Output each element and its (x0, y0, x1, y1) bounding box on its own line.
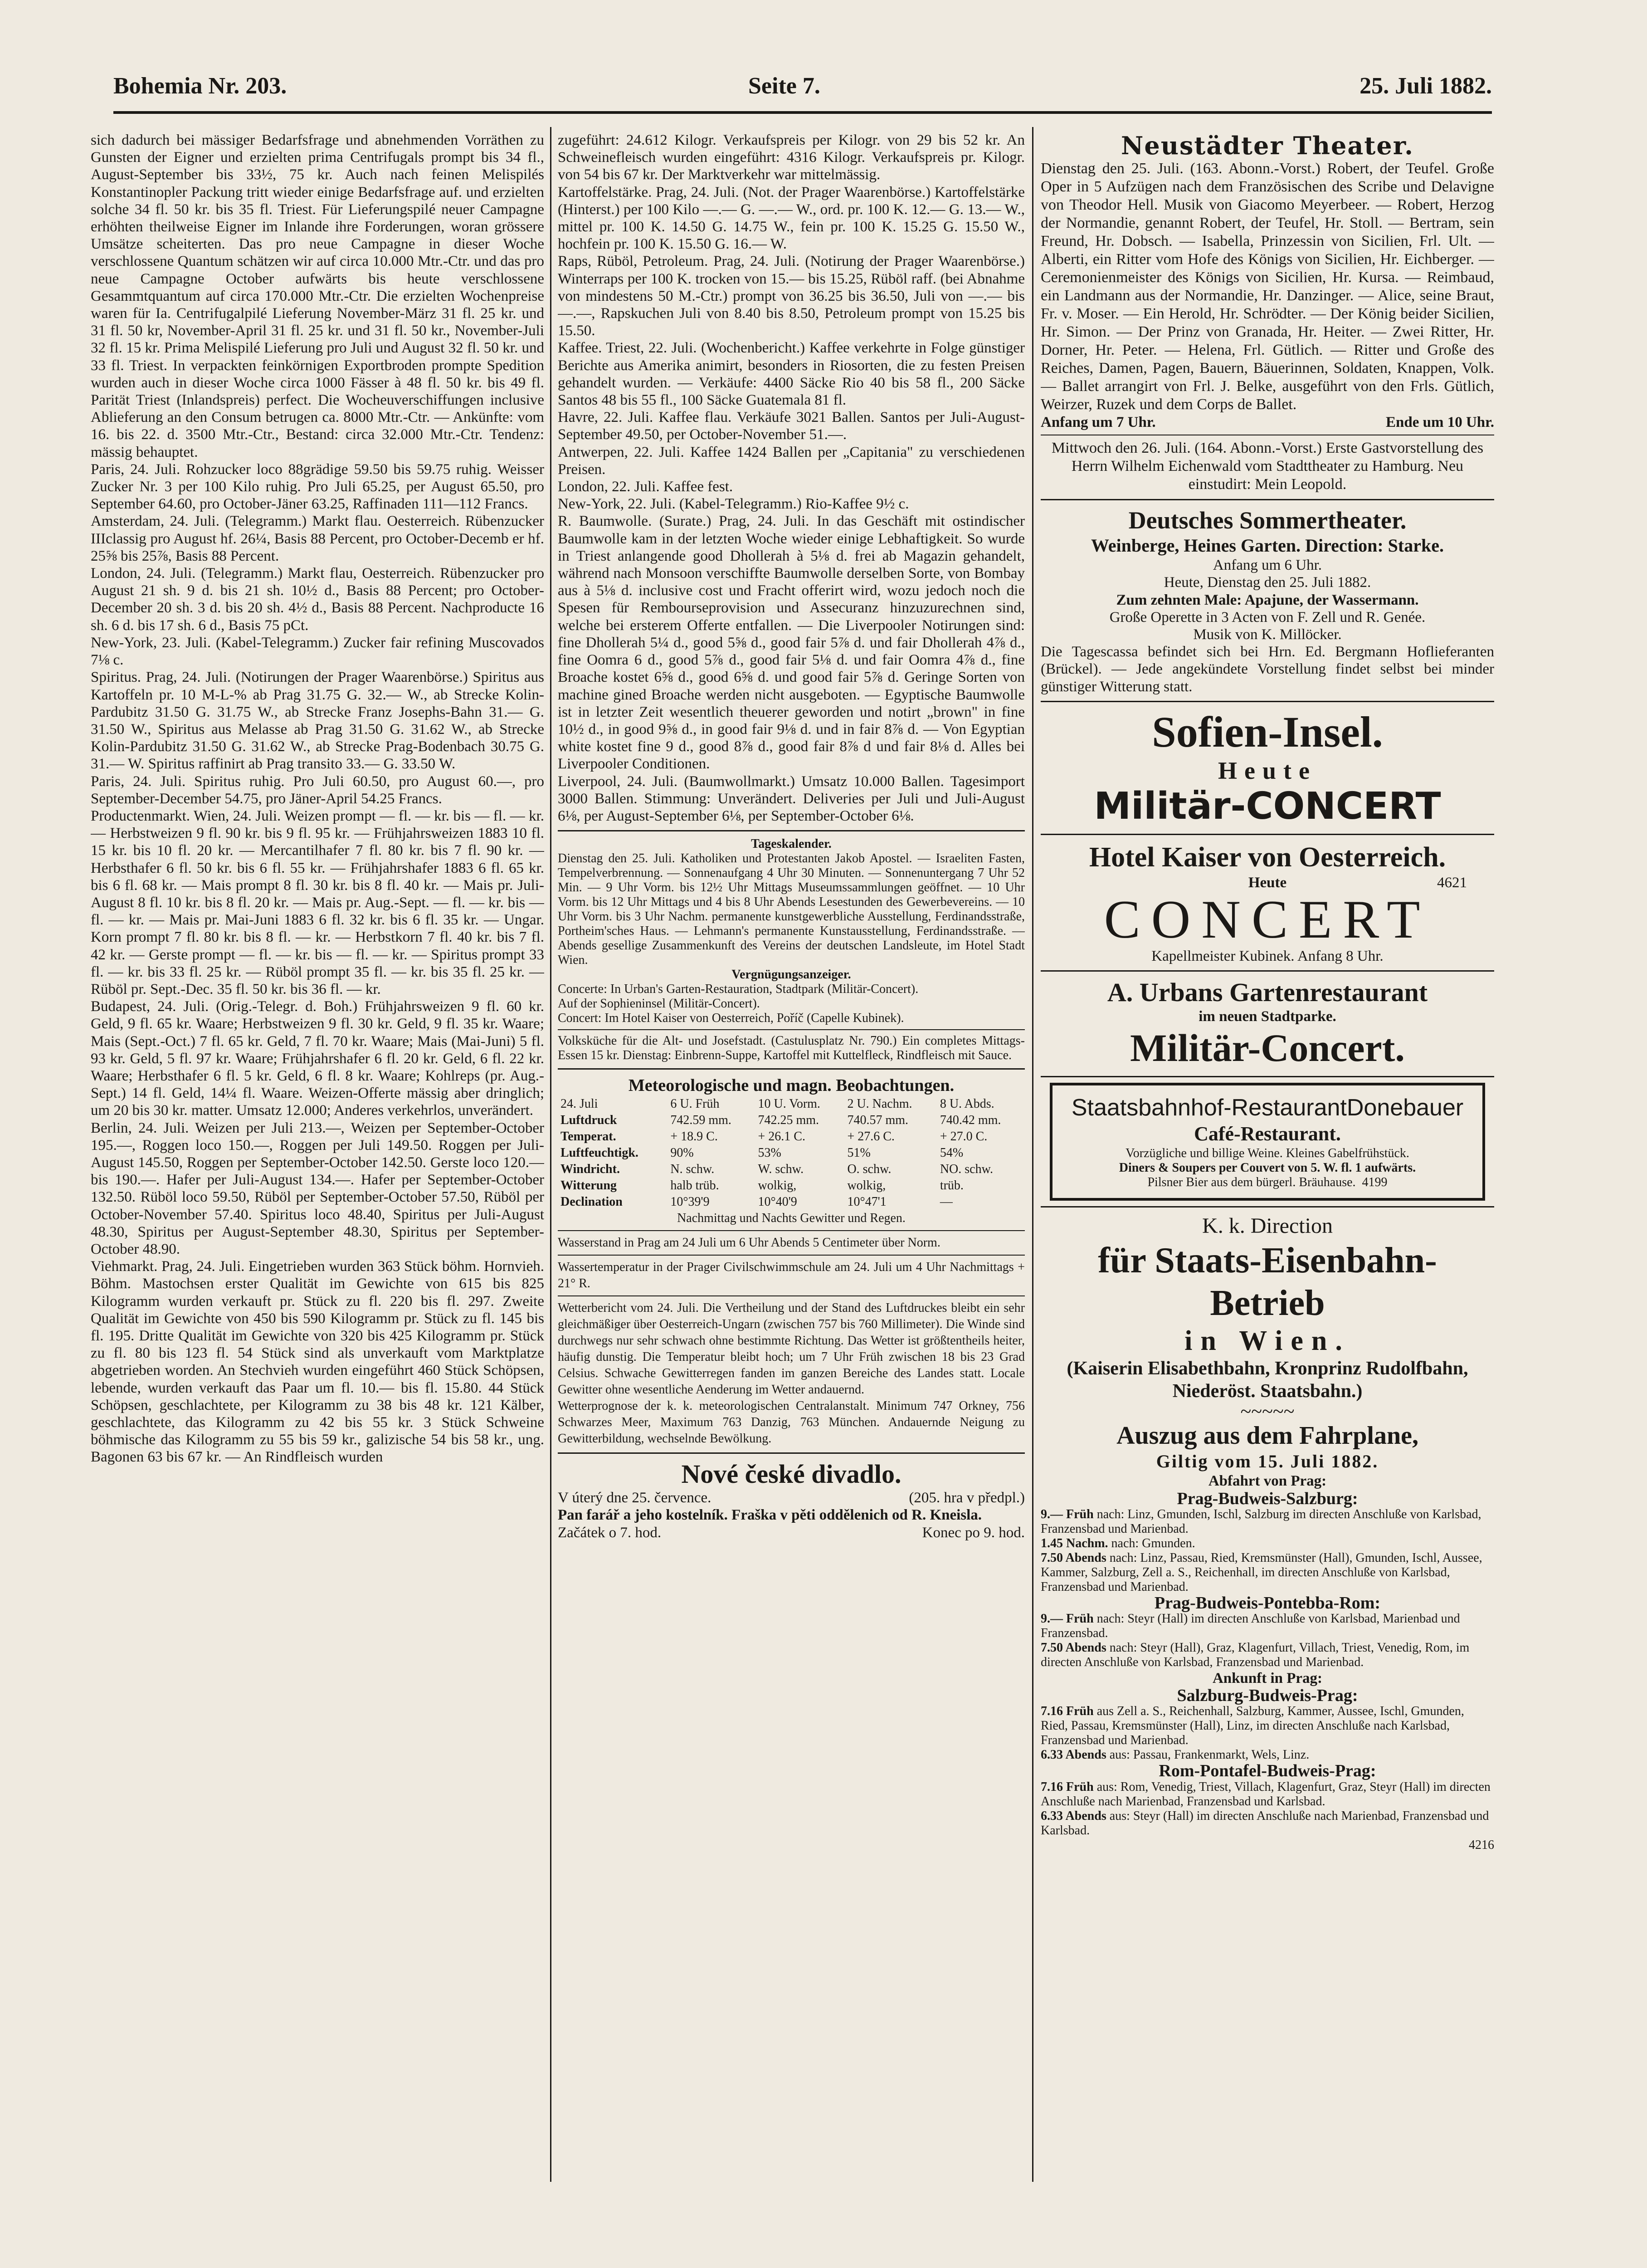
timetable-row (1041, 1536, 1494, 1551)
ad-text: Dienstag den 25. Juli. (163. Abonn.-Vorst.) Robert, der Teufel. Große Oper in 5 Aufzügen nach dem Französischen des Scribe und Delavigne von Theodor Hell. Musik von Giacomo Meyerbeer. — Robert, Herzog der Normandie, genannt Robert, der Teufel, Hr. Stoll. — Bertram, sein Freund, Hr. Dobsch. — Isabella, Prinzessin von Sicilien, Frl. Ult. — Alberti, ein Ritter vom Hofe des Königs von Sicilien, Hr. Eichberger. — Ceremonienmeister des Königs von Sicilien, Hr. Kursa. — Reimbaud, ein Landmann aus der Normandie, Hr. Danzinger. — Alice, seine Braut, Fr. v. Moser. — Ein Herold, Hr. Schrödter. — Der König beider Sicilien, Hr. Simon. — Der Prinz von Granada, Hr. Heiter. — Zwei Ritter, Hr. Dorner, Hr. Peter. — Helena, Frl. Gütlich. — Ritter und Große des Reiches, Damen, Pagen, Bauern, Bäuerinnen, Soldaten, Knappen, Volk. — Ballet arrangirt von Frl. J. Belke, ausgeführt von den Frls. Gütlich, Weirzer, Ruzek und dem Corps de Ballet. (1041, 160, 1494, 413)
page-header (113, 73, 1492, 109)
article-paragraph: Amsterdam, 24. Juli. (Telegramm.) Markt flau. Oesterreich. Rübenzucker IIIclassig pro August hf. 26¼, Basis 88 Percent, pro October-Decemb er hf. 25⅝ bis 25⅞, Basis 88 Percent. (91, 513, 544, 564)
stations: nach: Linz, Gmunden, Ischl, Salzburg im directen Anschluße von Karlsbad, Franzensbad und Marienbad. (1041, 1507, 1481, 1536)
theatre-play: Pan farář a jeho kostelník. Fraška v pěti oddělenich od R. Kneisla. (558, 1507, 982, 1524)
table-cell: — (940, 1195, 953, 1209)
divider (558, 1029, 1025, 1030)
time: 6.33 Abends (1041, 1809, 1106, 1823)
stations: aus: Rom, Venedig, Triest, Villach, Klagenfurt, Graz, Steyr (Hall) im directen Anschluße nach Marienbad, Franzensbad und Karlsbad. (1041, 1779, 1491, 1809)
ad-sommertheater (1041, 506, 1494, 695)
table-cell: + 26.1 C. (758, 1129, 805, 1144)
nove-divadlo (558, 1459, 1025, 1541)
timetable-row (1041, 1612, 1494, 1641)
section-subtitle: Vergnügungsanzeiger. (731, 968, 851, 982)
theatre-date: V úterý dne 25. července. (558, 1490, 711, 1506)
time: 1.45 Nachm. (1041, 1536, 1108, 1550)
ad-note: Die Tagescassa befindet sich bei Hrn. Ed. Bergmann Hoflieferanten (Brückel). — Jede angekündete Vorstellung findet selbst bei minder günstiger Witterung statt. (1041, 644, 1494, 695)
ad-line: Heute, Dienstag den 25. Juli 1882. (1164, 574, 1371, 591)
time: 9.— Früh (1041, 1612, 1094, 1626)
article-paragraph: Paris, 24. Juli. Spiritus ruhig. Pro Juli 60.50, pro August 60.—, pro September-December 54.75, pro Jäner-April 54.25 Francs. (91, 773, 544, 807)
divider (558, 1230, 1025, 1231)
stations: nach: Steyr (Hall), Graz, Klagenfurt, Villach, Triest, Venedig, Rom, im directen Anschluße von Karlsbad, Franzensbad und Marienbad. (1041, 1641, 1470, 1670)
timetable-row (1041, 1551, 1494, 1594)
ad-line: Musik von K. Millöcker. (1193, 626, 1342, 643)
time: 6.33 Abends (1041, 1748, 1106, 1762)
article-paragraph: New-York, 23. Juli. (Kabel-Telegramm.) Zucker fair refining Muscovados 7⅛ c. (91, 634, 544, 669)
ad-subtitle: Weinberge, Heines Garten. Direction: Starke. (1091, 535, 1444, 556)
timetable-heading: Ankunft in Prag: (1212, 1670, 1323, 1687)
time: 7.16 Früh (1041, 1704, 1094, 1719)
ad-title: Hotel Kaiser von Oesterreich. (1089, 841, 1446, 873)
ad-sofien-insel (1041, 708, 1494, 828)
table-cell: N. schw. (670, 1162, 715, 1177)
ad-text: Pilsner Bier aus dem bürgerl. Bräuhause. (1147, 1175, 1356, 1190)
table-cell: 742.25 mm. (758, 1113, 819, 1128)
timetable-row (1041, 1780, 1494, 1809)
timetable-row (1041, 1704, 1494, 1748)
stations: aus: Passau, Frankenmarkt, Wels, Linz. (1109, 1748, 1310, 1762)
ornament: ~~~~~ (1240, 1400, 1295, 1423)
timetable-validity: Giltig vom 15. Juli 1882. (1156, 1451, 1379, 1472)
divider (558, 1295, 1025, 1296)
ad-subtitle: (Kaiserin Elisabethbahn, Kronprinz Rudolfbahn, Niederöst. Staatsbahn.) (1067, 1358, 1468, 1402)
header-center: Seite 7. (748, 73, 820, 99)
table-cell: 54% (940, 1146, 964, 1160)
table-cell: + 18.9 C. (670, 1129, 718, 1144)
route-heading: Salzburg-Budweis-Prag: (1177, 1686, 1358, 1706)
calendar-text: Dienstag den 25. Juli. Katholiken und Protestanten Jakob Apostel. — Israeliten Fasten, Tempelverbrennung. — Sonnenaufgang 4 Uhr 30 Minuten. — Sonnenuntergang 7 Uhr 52 Min. — 9 Uhr Vorm. bis 12½ Uhr Mittags Museumssammlungen geöffnet. — 10 Uhr Vorm. bis 12 Uhr Mittags und 4 bis 8 Uhr Abends Lesestunden des Gewerbevereins. — 10 Uhr Vorm. bis 3 Uhr Nachm. permanente kunstgewerbliche Ausstellung, Ferdinandsstraße, Portheim'sches Haus. — Lehmann's permanente Kunstausstellung, Ferdinandsstraße. — Abends gesellige Zusammenkunft des Vereins der deutschen Landsleute, im Hotel Stadt Wien. (558, 851, 1025, 968)
ad-urban (1041, 977, 1494, 1070)
timetable-heading: Abfahrt von Prag: (1208, 1473, 1327, 1490)
table-row (558, 1112, 1025, 1129)
article-paragraph: Kaffee. Triest, 22. Juli. (Wochenbericht.) Kaffee verkehrte in Folge günstiger Berichte aus Amerika animirt, besonders in Riosorten, die zu festen Preisen gehandelt wurden. — Verkäufe: 4400 Säcke Rio 40 bis 58 fl., 200 Säcke Santos 48 bis 55 fl., 100 Säcke Guatemala 81 fl. (558, 340, 1025, 409)
ad-title: in Wien. (1184, 1325, 1350, 1357)
article-paragraph: London, 24. Juli. (Telegramm.) Markt flau, Oesterreich. Rübenzucker pro August 21 sh. 9 d. bis 21 sh. 10½ d., Basis 88 Percent; pro October-December 20 sh. 3 d. bis 20 sh. 4½ d., Basis 88 Percent. Nachproducte 16 sh. 6 d. bis 17 sh. 6 d., Basis 75 pCt. (91, 565, 544, 634)
table-cell: 740.42 mm. (940, 1113, 1001, 1128)
table-cell: Declination (560, 1195, 623, 1209)
event-line: Auf der Sophieninsel (Militär-Concert). (558, 997, 760, 1011)
table-row (558, 1129, 1025, 1145)
volkskueche: Volksküche für die Alt- und Josefstadt. (Castulusplatz Nr. 790.) Ein completes Mittags-Essen 15 kr. Dienstag: Einbrenn-Suppe, Kartoffel mit Kuttelfleck, Rindfleisch mit Sauce. (558, 1034, 1025, 1063)
ad-line (1057, 1175, 1478, 1190)
article-paragraph: Antwerpen, 22. Juli. Kaffee 1424 Ballen per „Capitania" zu verschiedenen Preisen. (558, 444, 1025, 478)
meteo-table (558, 1096, 1025, 1210)
table-cell: 90% (670, 1146, 694, 1160)
ad-railway-direction (1041, 1213, 1494, 1852)
ad-line: Vorzügliche und billige Weine. Kleines Gabelfrühstück. (1126, 1146, 1409, 1161)
ad-subtitle: Café-Restaurant. (1194, 1123, 1341, 1145)
end-time: Ende um 10 Uhr. (1385, 414, 1494, 430)
header-right: 25. Juli 1882. (1360, 73, 1492, 99)
ad-concert: CONCERT (1104, 889, 1431, 950)
table-row (558, 1194, 1025, 1210)
ad-title: Neustädter Theater. (1121, 132, 1414, 160)
table-cell: + 27.6 C. (847, 1129, 895, 1144)
article-paragraph: Viehmarkt. Prag, 24. Juli. Eingetrieben wurden 363 Stück böhm. Hornvieh. Böhm. Mastochsen erster Qualität im Gewichte von 615 bis 825 Kilogramm wurden verkauft pr. Stück zu fl. 220 bis fl. 297. Zweite Qualität im Gewichte von 450 bis 590 Kilogramm pr. Stück zu fl. 145 bis fl. 195. Dritte Qualität im Gewichte von 320 bis 425 Kilogramm pr. Stück zu fl. 80 bis 123 fl. 54 Stück sind als unverkauft vom Marktplatze abgetrieben worden. An Stechvieh wurden eingeführt 460 Stück Schöpsen, lebende, wurden verkauft das Paar um fl. 10.— bis fl. 15.80. 44 Stück Schöpsen, geschlachtete, per Kilogramm zu 38 bis 48 kr. 121 Kälber, geschlachtete, das Kilogramm zu 42 bis 55 kr. 3 Stück Schweine böhmische das Kilogramm zu 55 bis 59 kr., galizische 54 bis 58 kr., ung. Bagonen 63 bis 67 kr. — An Rindfleisch wurden (91, 1258, 544, 1466)
table-cell: 51% (847, 1146, 871, 1160)
section-title: Tageskalender. (751, 837, 832, 851)
ad-concert: Militär-CONCERT (1094, 784, 1441, 828)
article-paragraph: Liverpool, 24. Juli. (Baumwollmarkt.) Umsatz 10.000 Ballen. Tagesimport 3000 Ballen. Stimmung: Unverändert. Deliveries per Juli und Juli-August 6⅛, per August-September 6⅛, per September-October 6⅛. (558, 773, 1025, 824)
ad-line: Anfang um 6 Uhr. (1213, 557, 1322, 574)
route-times (1041, 1612, 1494, 1670)
table-cell: wolkig, (758, 1178, 797, 1193)
wetterbericht: Wetterbericht vom 24. Juli. Die Vertheilung und der Stand des Luftdruckes bleibt ein sehr gleichmäßiger über Oesterreich-Ungarn (zwischen 757 bis 760 Millimeter). Die Winde sind durchwegs nur sehr schwach ohne bestimmte Richtung. Das Wetter ist größtentheils heiter, häufig dunstig. Die Temperatur bleibt hoch; um 7 Uhr Früh zwischen 18 bis 23 Grad Celsius. Schwache Gewitterregen fanden im ganzen Bereiche des Landes statt. Locale Gewitter ohne wesentliche Aenderung im Wetter andauernd. (558, 1301, 1025, 1397)
ad-number: 4216 (1469, 1838, 1494, 1852)
timetable-row (1041, 1809, 1494, 1838)
route-times (1041, 1507, 1494, 1594)
column-markets (91, 132, 544, 2182)
route-times (1041, 1704, 1494, 1762)
table-cell: 740.57 mm. (847, 1113, 908, 1128)
table-cell: 53% (758, 1146, 781, 1160)
article-paragraph: New-York, 22. Juli. (Kabel-Telegramm.) Rio-Kaffee 9½ c. (558, 496, 909, 513)
table-cell: halb trüb. (670, 1178, 719, 1193)
table-cell: W. schw. (758, 1162, 804, 1177)
table-cell: 10°47'1 (847, 1195, 887, 1209)
time: 7.50 Abends (1041, 1550, 1106, 1565)
route-times (1041, 1780, 1494, 1838)
article-paragraph: Paris, 24. Juli. Rohzucker loco 88grädige 59.50 bis 59.75 ruhig. Weisser Zucker Nr. 3 per 100 Kilo ruhig. Pro Juli 65.25, per August 65.50, pro September 64.60, pro October-Jäner 63.25, Raffinaden 111—112 Francs. (91, 461, 544, 513)
tageskalender (558, 837, 1025, 1063)
end-time: Konec po 9. hod. (922, 1524, 1025, 1541)
start-time: Začátek o 7. hod. (558, 1524, 662, 1541)
event-line: Concerte: In Urban's Garten-Restauration, Stadtpark (Militär-Concert). (558, 982, 919, 997)
time: 7.50 Abends (1041, 1641, 1106, 1655)
ad-next: Mittwoch den 26. Juli. (164. Abonn.-Vorst.) Erste Gastvorstellung des Herrn Wilhelm Eichenwald vom Stadttheater zu Hamburg. Neu einstudirt: Mein Leopold. (1051, 440, 1484, 493)
ad-line: Große Operette in 3 Acten von F. Zell und R. Genée. (1109, 609, 1426, 626)
table-row (558, 1161, 1025, 1178)
table-cell: + 27.0 C. (940, 1129, 988, 1144)
article-paragraph: Berlin, 24. Juli. Weizen per Juli 213.—, Weizen per September-October 195.—, Roggen loco 150.—, Roggen per Juli 149.50. Roggen per Juli-August 145.50, Roggen per September-October 142.50. Gerste loco 120.— bis 190.—. Hafer per Juli-August 134.—. Hafer per September-October 132.50. Rüböl loco 59.50, Rüböl per September-October 57.50, Rüböl per October-November 57.40. Spiritus loco 48.40, Spiritus per Juli-August 48.30, Spiritus per August-September 48.30, Spiritus per September-October 48.90. (91, 1119, 544, 1257)
table-header: 6 U. Früh (670, 1097, 720, 1111)
event-line: Concert: Im Hotel Kaiser von Oesterreich, Poříč (Capelle Kubinek). (558, 1011, 904, 1026)
article-paragraph: Budapest, 24. Juli. (Orig.-Telegr. d. Boh.) Frühjahrsweizen 9 fl. 60 kr. Geld, 9 fl. 65 kr. Waare; Herbstweizen 9 fl. 30 kr. Geld, 9 fl. 35 kr. Waare; Mais (Sept.-Oct.) 7 fl. 65 kr. Geld, 7 fl. 70 kr. Waare; Mais (Mai-Juni) 5 fl. 93 kr. Geld, 5 fl. 97 kr. Waare; Frühjahrshafer 6 fl. 20 kr. Geld, 6 fl. 22 kr. Waare; Herbsthafer 6 fl. 5 kr. Geld, 6 fl. 8 kr. Waare; Kohlreps (pr. Aug.-Sept.) 14 fl. Geld, 14¼ fl. Waare. Weizen-Offerte mässig aber dringlich; um 20 bis 30 kr. matter. Umsatz 12.000; Anderes verkehrlos, unverändert. (91, 998, 544, 1119)
ad-line: Kapellmeister Kubinek. Anfang 8 Uhr. (1151, 948, 1384, 965)
table-cell: Luftdruck (560, 1113, 617, 1128)
start-time: Anfang um 7 Uhr. (1041, 414, 1156, 430)
divider (1041, 970, 1494, 972)
wasserstand: Wasserstand in Prag am 24 Juli um 6 Uhr Abends 5 Centimeter über Norm. (558, 1236, 940, 1250)
column-middle (558, 132, 1025, 2182)
ad-hotel-kaiser (1041, 841, 1494, 965)
ad-title: A. Urbans Gartenrestaurant (1107, 978, 1428, 1007)
theatre-times (558, 1524, 1025, 1541)
wassertemperatur: Wassertemperatur in der Prager Civilschwimmschule am 24. Juli um 4 Uhr Nachmittags + 21° R. (558, 1260, 1025, 1291)
divider (558, 1452, 1025, 1454)
timetable-title: Auszug aus dem Fahrplane, (1116, 1422, 1418, 1450)
stations: aus: Steyr (Hall) im directen Anschluße nach Marienbad, Franzensbad und Karlsbad. (1041, 1809, 1489, 1838)
theatre-title: Nové české divadlo. (681, 1459, 901, 1489)
timetable-row (1041, 1748, 1494, 1762)
table-row (558, 1178, 1025, 1194)
table-cell: 742.59 mm. (670, 1113, 731, 1128)
theatre-subscription: (205. hra v předpl.) (909, 1490, 1025, 1506)
heute-label: Heute (1248, 874, 1287, 891)
ad-title: Deutsches Sommertheater. (1128, 507, 1407, 534)
ad-times (1041, 414, 1494, 431)
divider (1041, 834, 1494, 835)
ad-number: 4199 (1362, 1175, 1388, 1190)
ad-number: 4621 (1437, 874, 1467, 891)
table-header-row (558, 1096, 1025, 1112)
article-paragraph: London, 22. Juli. Kaffee fest. (558, 479, 733, 495)
table-cell: Temperat. (560, 1129, 616, 1144)
ad-line: Zum zehnten Male: Apajune, der Wassermann. (1116, 591, 1419, 608)
table-cell: NO. schw. (940, 1162, 993, 1177)
column-divider (1032, 127, 1033, 2182)
article-paragraph: Productenmarkt. Wien, 24. Juli. Weizen prompt — fl. — kr. bis — fl. — kr. — Herbstweizen 9 fl. 90 kr. bis 9 fl. 95 kr. — Frühjahrsweizen 1883 10 fl. 15 kr. bis 10 fl. 20 kr. — Mercantilhafer 7 fl. 80 kr. bis 7 fl. 90 kr. — Herbsthafer 6 fl. 50 kr. bis 6 fl. 55 kr. — Frühjahrshafer 1883 6 fl. 65 kr. bis 6 fl. 68 kr. — Mais prompt 8 fl. 30 kr. bis 8 fl. 40 kr. — Mais pr. Juli-August 8 fl. 10 kr. bis 8 fl. 20 kr. — Mais pr. Aug.-Sept. — fl. — kr. bis — fl. — kr. — Mais pr. Mai-Juni 1883 6 fl. 32 kr. bis 6 fl. 35 kr. — Ungar. Korn prompt 7 fl. 80 kr. bis 8 fl. — kr. — Herbstkorn 7 fl. 40 kr. bis 7 fl. 42 kr. — Gerste prompt — fl. — kr. bis — fl. — kr. — Spiritus prompt 33 fl. — kr. bis 33 fl. 25 kr. — Rüböl prompt 35 fl. — kr. bis 35 fl. 25 kr. — Rüböl pr. Sept.-Dec. 35 fl. 50 kr. bis 36 fl. — kr. (91, 807, 544, 997)
stations: aus Zell a. S., Reichenhall, Salzburg, Kammer, Aussee, Ischl, Gmunden, Ried, Passau, Kremsmünster (Hall), Linz, im directen Anschluße nach Karlsbad, Franzensbad und Marienbad. (1041, 1704, 1464, 1748)
table-cell: 10°39'9 (670, 1195, 710, 1209)
article-paragraph: Kartoffelstärke. Prag, 24. Juli. (Not. der Prager Waarenbörse.) Kartoffelstärke (Hinterst.) per 100 Kilo —.— G. —.— W., ord. pr. 100 K. 12.— G. 13.— W., mittel pr. 100 K. 14.50 G. 14.75 W., fein pr. 100 K. 15.25 G. 15.50 W., hochfein pr. 100 K. 15.50 G. 16.— W. (558, 184, 1025, 253)
ad-concert: Militär-Concert. (1130, 1026, 1405, 1070)
route-heading: Prag-Budweis-Salzburg: (1177, 1489, 1358, 1508)
ad-subtitle: im neuen Stadtparke. (1199, 1008, 1336, 1025)
article-paragraph: zugeführt: 24.612 Kilogr. Verkaufspreis per Kilogr. von 29 bis 52 kr. An Schweinefleisch wurden eingeführt: 4316 Kilogr. Verkaufspreis pr. Kilogr. von 54 bis 67 kr. Der Marktverkehr war mittelmässig. (558, 132, 1025, 183)
section-title: Meteorologische und magn. Beobachtungen. (628, 1076, 955, 1095)
table-cell: Luftfeuchtigk. (560, 1146, 638, 1160)
ad-line: Diners & Soupers per Couvert von 5. W. fl. 1 aufwärts. (1119, 1161, 1416, 1175)
table-cell: Witterung (560, 1178, 617, 1193)
table-cell: Windricht. (560, 1162, 620, 1177)
ad-title: Sofien-Insel. (1152, 707, 1383, 756)
stations: nach: Linz, Passau, Ried, Kremsmünster (Hall), Gmunden, Ischl, Aussee, Kammer, Salzburg, Zell a. S., Reichenhall, im directen Anschluße von Karlsbad, Franzensbad und Marienbad. (1041, 1550, 1482, 1594)
ad-title: Staatsbahnhof-RestaurantDonebauer (1071, 1095, 1464, 1121)
table-header: 10 U. Vorm. (758, 1097, 820, 1111)
stations: nach: Steyr (Hall) im directen Anschluße von Karlsbad, Marienbad und Franzensbad. (1041, 1612, 1460, 1641)
article-paragraph: Raps, Rüböl, Petroleum. Prag, 24. Juli. (Notirung der Prager Waarenbörse.) Winterraps per 100 K. trocken von 15.— bis 15.25, Rüböl raff. (bei Abnahme von mindestens 50 M.-Ctr.) prompt von 36.25 bis 36.50, Juli von —.— bis —.—, Rapskuchen Juli von 8.40 bis 8.50, Petroleum prompt von 15.25 bis 15.50. (558, 253, 1025, 339)
meteo-section (558, 1075, 1025, 1447)
meteo-note: Nachmittag und Nachts Gewitter und Regen. (677, 1211, 906, 1226)
ad-line (1041, 874, 1494, 891)
timetable-row (1041, 1641, 1494, 1670)
article-paragraph: sich dadurch bei mässiger Bedarfsfrage und abnehmenden Vorräthen zu Gunsten der Eigner und erzielten prima Centrifugals prompt bis 34 fl., August-September bis 33½, 75 kr. Auch nach feinen Melispilés Konstantinopler Packung tritt wieder einige Bedarfsfrage auf. und erzielten solche 34 fl. 50 kr. bis 35 fl. Triest. Für Lieferungspilé neuer Campagne erhöhten theilweise Eigner im Inlande ihre Forderungen, woran grössere Umsätze scheiterten. Das pro neue Campagne in dieser Woche verschlossene Quantum schätzen wir auf circa 10.000 Mtr.-Ctr. und das pro neue Campagne October aufwärts bis heute verschlossene Gesammtquantum auf circa 170.000 Mtr.-Ctr. Die erzielten Wochenpreise waren für Ia. Centrifugalpilé Lieferung November-März 31 fl. 25 kr. und 31 fl. 50 kr, November-April 31 fl. 25 kr. und 31 fl. 50 kr., November-Juli 32 fl. 15 kr. Prima Melispilé Lieferung pro Juli und August 32 fl. 50 kr. und 33 fl. Triest. In verpackten feinkörnigen Exportbroden prompte Spedition wurden auch in dieser Woche circa 1000 Fässer à 48 fl. 50 kr. bis 49 fl. Parität Triest (Inlandspreis) perfect. Die Wocheuverschiffungen inclusive Ablieferung an den Consum betrugen ca. 8000 Mtr.-Ctr. — Ankünfte: vom 16. bis 22. d. 3500 Mtr.-Ctr., Bestand: circa 32.000 Mtr.-Ctr. Tendenz: mässig behauptet. (91, 132, 544, 460)
divider (1041, 1206, 1494, 1207)
ad-neustaedter-theater (1041, 132, 1494, 494)
route-heading: Prag-Budweis-Pontebba-Rom: (1154, 1593, 1381, 1613)
table-cell: wolkig, (847, 1178, 886, 1193)
table-header: 8 U. Abds. (940, 1097, 994, 1111)
ad-bahnhof-restaurant (1050, 1083, 1485, 1201)
header-rule (113, 111, 1492, 114)
article-paragraph: R. Baumwolle. (Surate.) Prag, 24. Juli. In das Geschäft mit ostindischer Baumwolle kam in der letzten Woche wieder einige Lebhaftigkeit. So wurde in Triest anlangende good Dhollerah à 5⅛ d. frei ab Magazin gehandelt, während nach Monsoon verschiffte Baumwolle derselben Sorte, von Bombay aus à 5⅛ d. inclusive cost und Fracht offerirt wird, wozu jedoch noch die Spesen für Rembourseprovision und Assecuranz hinzuzurechnen sind, welche bei ersterem Offerte entfallen. — Die Liverpooler Notirungen sind: fine Dhollerah 5¼ d., good 5⅝ d., good fair 5⅞ d. und fair Dhollerah 4⅞ d., fine Oomra 6 d., good 5⅞ d., good fair 5⅛ d. und fair Oomra 4⅞ d., fine Broache kostet 6⅝ d., good 6⅝ d. und good fair 5⅞ d. Geringe Sorten von machine gined Broache werden nicht ausgeboten. — Egyptische Baumwolle ist in letzter Zeit wesentlich theuerer geworden und notirt „brown" in fine 10½ d., in good 9⅝ d., in good fair 9⅛ d. und in fair 8⅞ d. — Von Egyptian white kostet fine 9 d., good 8⅞ d., good fair 8⅞ d und fair 8⅛ d. Alles bei Liverpooler Conditionen. (558, 513, 1025, 772)
column-advertisements (1041, 132, 1494, 2191)
divider (1041, 1076, 1494, 1077)
ad-title: für Staats-Eisenbahn-Betrieb (1098, 1241, 1437, 1324)
table-row (558, 1145, 1025, 1161)
ad-line: Heute (1218, 757, 1317, 784)
wetterprognose: Wetterprognose der k. k. meteorologischen Centralanstalt. Minimum 747 Orkney, 756 Schwarzes Meer, Maximum 763 Danzig, 763 München. Andauernde Neigung zu Gewitterbildung, wechselnde Bewölkung. (558, 1399, 1025, 1446)
theatre-line (558, 1489, 1025, 1506)
divider (558, 830, 1025, 831)
divider (558, 1255, 1025, 1256)
divider (1041, 701, 1494, 702)
time: 7.16 Früh (1041, 1779, 1094, 1794)
divider (1041, 499, 1494, 500)
ad-title: K. k. Direction (1202, 1214, 1333, 1238)
article-paragraph: Spiritus. Prag, 24. Juli. (Notirungen der Prager Waarenbörse.) Spiritus aus Kartoffeln pr. 10 M-L-% ab Prag 31.75 G. 32.— W., ab Strecke Kolin-Pardubitz 31.50 G. 31.75 W., ab Strecke Franz Josephs-Bahn 31.— G. 31.50 W., Spiritus aus Melasse ab Prag 31.50 G. 31.62 W., ab Strecke Kolin-Pardubitz 31.50 G. 31.62 W., ab Strecke Prag-Bodenbach 30.75 G. 31.— W. Spiritus raffinirt ab Prag transito 33.— G. 33.50 W. (91, 669, 544, 772)
route-heading: Rom-Pontafel-Budweis-Prag: (1159, 1761, 1376, 1781)
table-header: 24. Juli (560, 1097, 598, 1111)
column-divider (550, 127, 551, 2182)
header-left: Bohemia Nr. 203. (113, 73, 287, 99)
time: 9.— Früh (1041, 1507, 1094, 1521)
table-header: 2 U. Nachm. (847, 1097, 912, 1111)
divider (558, 1068, 1025, 1070)
table-cell: O. schw. (847, 1162, 892, 1177)
table-cell: trüb. (940, 1178, 964, 1193)
timetable-row (1041, 1507, 1494, 1536)
article-paragraph: Havre, 22. Juli. Kaffee flau. Verkäufe 3021 Ballen. Santos per Juli-August-September 49.50, per October-November 51.—. (558, 409, 1025, 443)
table-cell: 10°40'9 (758, 1195, 797, 1209)
stations: nach: Gmunden. (1111, 1536, 1195, 1550)
